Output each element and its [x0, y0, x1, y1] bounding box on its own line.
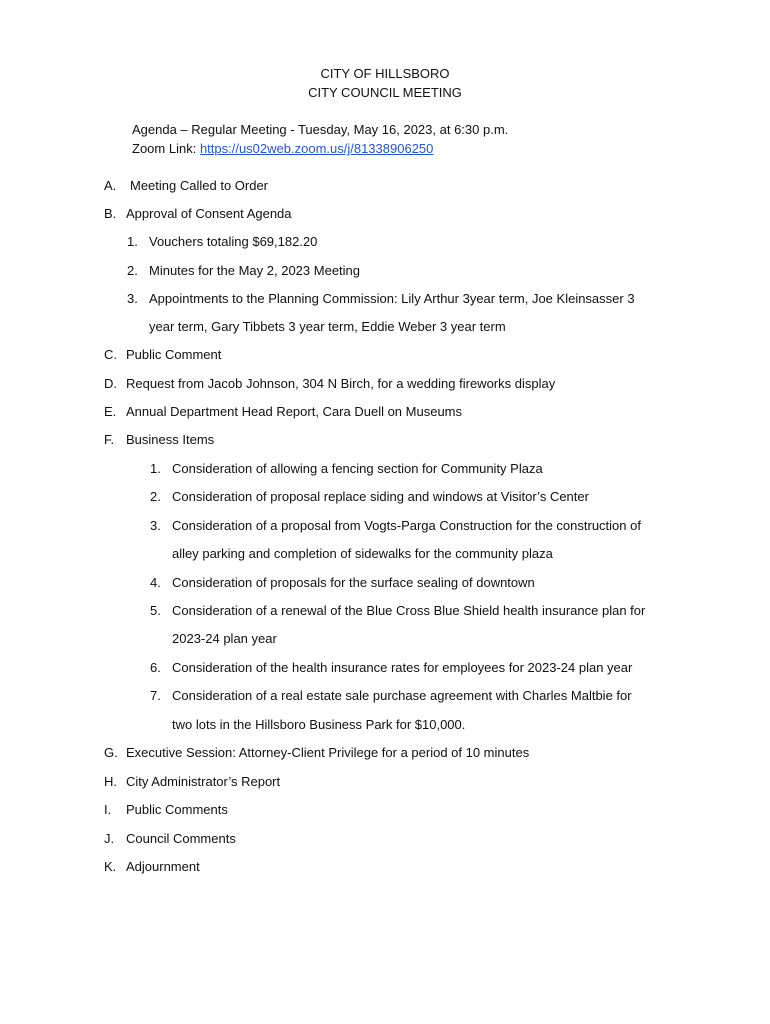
item-b-marker: B. [104, 206, 117, 221]
item-f5-marker: 5. [150, 603, 161, 618]
item-f7-marker: 7. [150, 688, 161, 703]
item-f3-marker: 3. [150, 518, 161, 533]
item-a-marker: A. [104, 178, 117, 193]
meeting-title: CITY COUNCIL MEETING [308, 85, 462, 100]
item-b3-marker: 3. [127, 291, 138, 306]
item-f4-text: Consideration of proposals for the surface sealing of downtown [172, 575, 535, 590]
item-f3-text-cont: alley parking and completion of sidewalks for the community plaza [172, 546, 553, 561]
item-k-marker: K. [104, 859, 117, 874]
item-a-text: Meeting Called to Order [130, 178, 269, 193]
item-b1-marker: 1. [127, 234, 138, 249]
item-f1-text: Consideration of allowing a fencing section for Community Plaza [172, 461, 543, 476]
item-f5-text: Consideration of a renewal of the Blue Cross Blue Shield health insurance plan for [172, 603, 646, 618]
item-f2-marker: 2. [150, 489, 161, 504]
item-f3-text: Consideration of a proposal from Vogts-Parga Construction for the construction of [172, 518, 641, 533]
item-b2-marker: 2. [127, 263, 138, 278]
item-e-marker: E. [104, 404, 117, 419]
item-h-marker: H. [104, 774, 117, 789]
item-f1-marker: 1. [150, 461, 161, 476]
item-b1-text: Vouchers totaling $69,182.20 [149, 234, 318, 249]
item-f5-text-cont: 2023-24 plan year [172, 631, 277, 646]
item-b2-text: Minutes for the May 2, 2023 Meeting [149, 263, 361, 278]
zoom-link[interactable]: https://us02web.zoom.us/j/81338906250 [199, 141, 434, 156]
item-i-text: Public Comments [126, 802, 228, 817]
item-f7-text: Consideration of a real estate sale purchase agreement with Charles Maltbie for [172, 688, 632, 703]
item-e-text: Annual Department Head Report, Cara Duell on Museums [126, 404, 463, 419]
item-d-text: Request from Jacob Johnson, 304 N Birch, for a wedding fireworks display [126, 376, 556, 391]
item-b3-text-cont: year term, Gary Tibbets 3 year term, Eddie Weber 3 year term [149, 319, 506, 334]
zoom-line [132, 141, 433, 156]
item-f4-marker: 4. [150, 575, 161, 590]
item-f-marker: F. [104, 432, 115, 447]
item-j-text: Council Comments [126, 831, 236, 846]
item-d-marker: D. [104, 376, 117, 391]
item-i-marker: I. [104, 802, 112, 817]
item-j-marker: J. [104, 831, 115, 846]
item-f6-marker: 6. [150, 660, 161, 675]
item-b-text: Approval of Consent Agenda [126, 206, 292, 221]
item-f-text: Business Items [126, 432, 215, 447]
item-g-text: Executive Session: Attorney-Client Privilege for a period of 10 minutes [126, 745, 530, 760]
item-b3-text: Appointments to the Planning Commission: Lily Arthur 3year term, Joe Kleinsasser 3 [149, 291, 635, 306]
item-c-marker: C. [104, 347, 117, 362]
item-f6-text: Consideration of the health insurance rates for employees for 2023-24 plan year [172, 660, 633, 675]
item-c-text: Public Comment [126, 347, 222, 362]
item-f7-text-cont: two lots in the Hillsboro Business Park for $10,000. [172, 717, 466, 732]
item-h-text: City Administrator’s Report [126, 774, 281, 789]
item-k-text: Adjournment [126, 859, 200, 874]
agenda-heading: Agenda – Regular Meeting - Tuesday, May 16, 2023, at 6:30 p.m. [132, 122, 509, 137]
item-f2-text: Consideration of proposal replace siding and windows at Visitor’s Center [172, 489, 589, 504]
item-g-marker: G. [104, 745, 118, 760]
city-name: CITY OF HILLSBORO [320, 66, 450, 81]
zoom-label: Zoom Link: [132, 141, 197, 156]
